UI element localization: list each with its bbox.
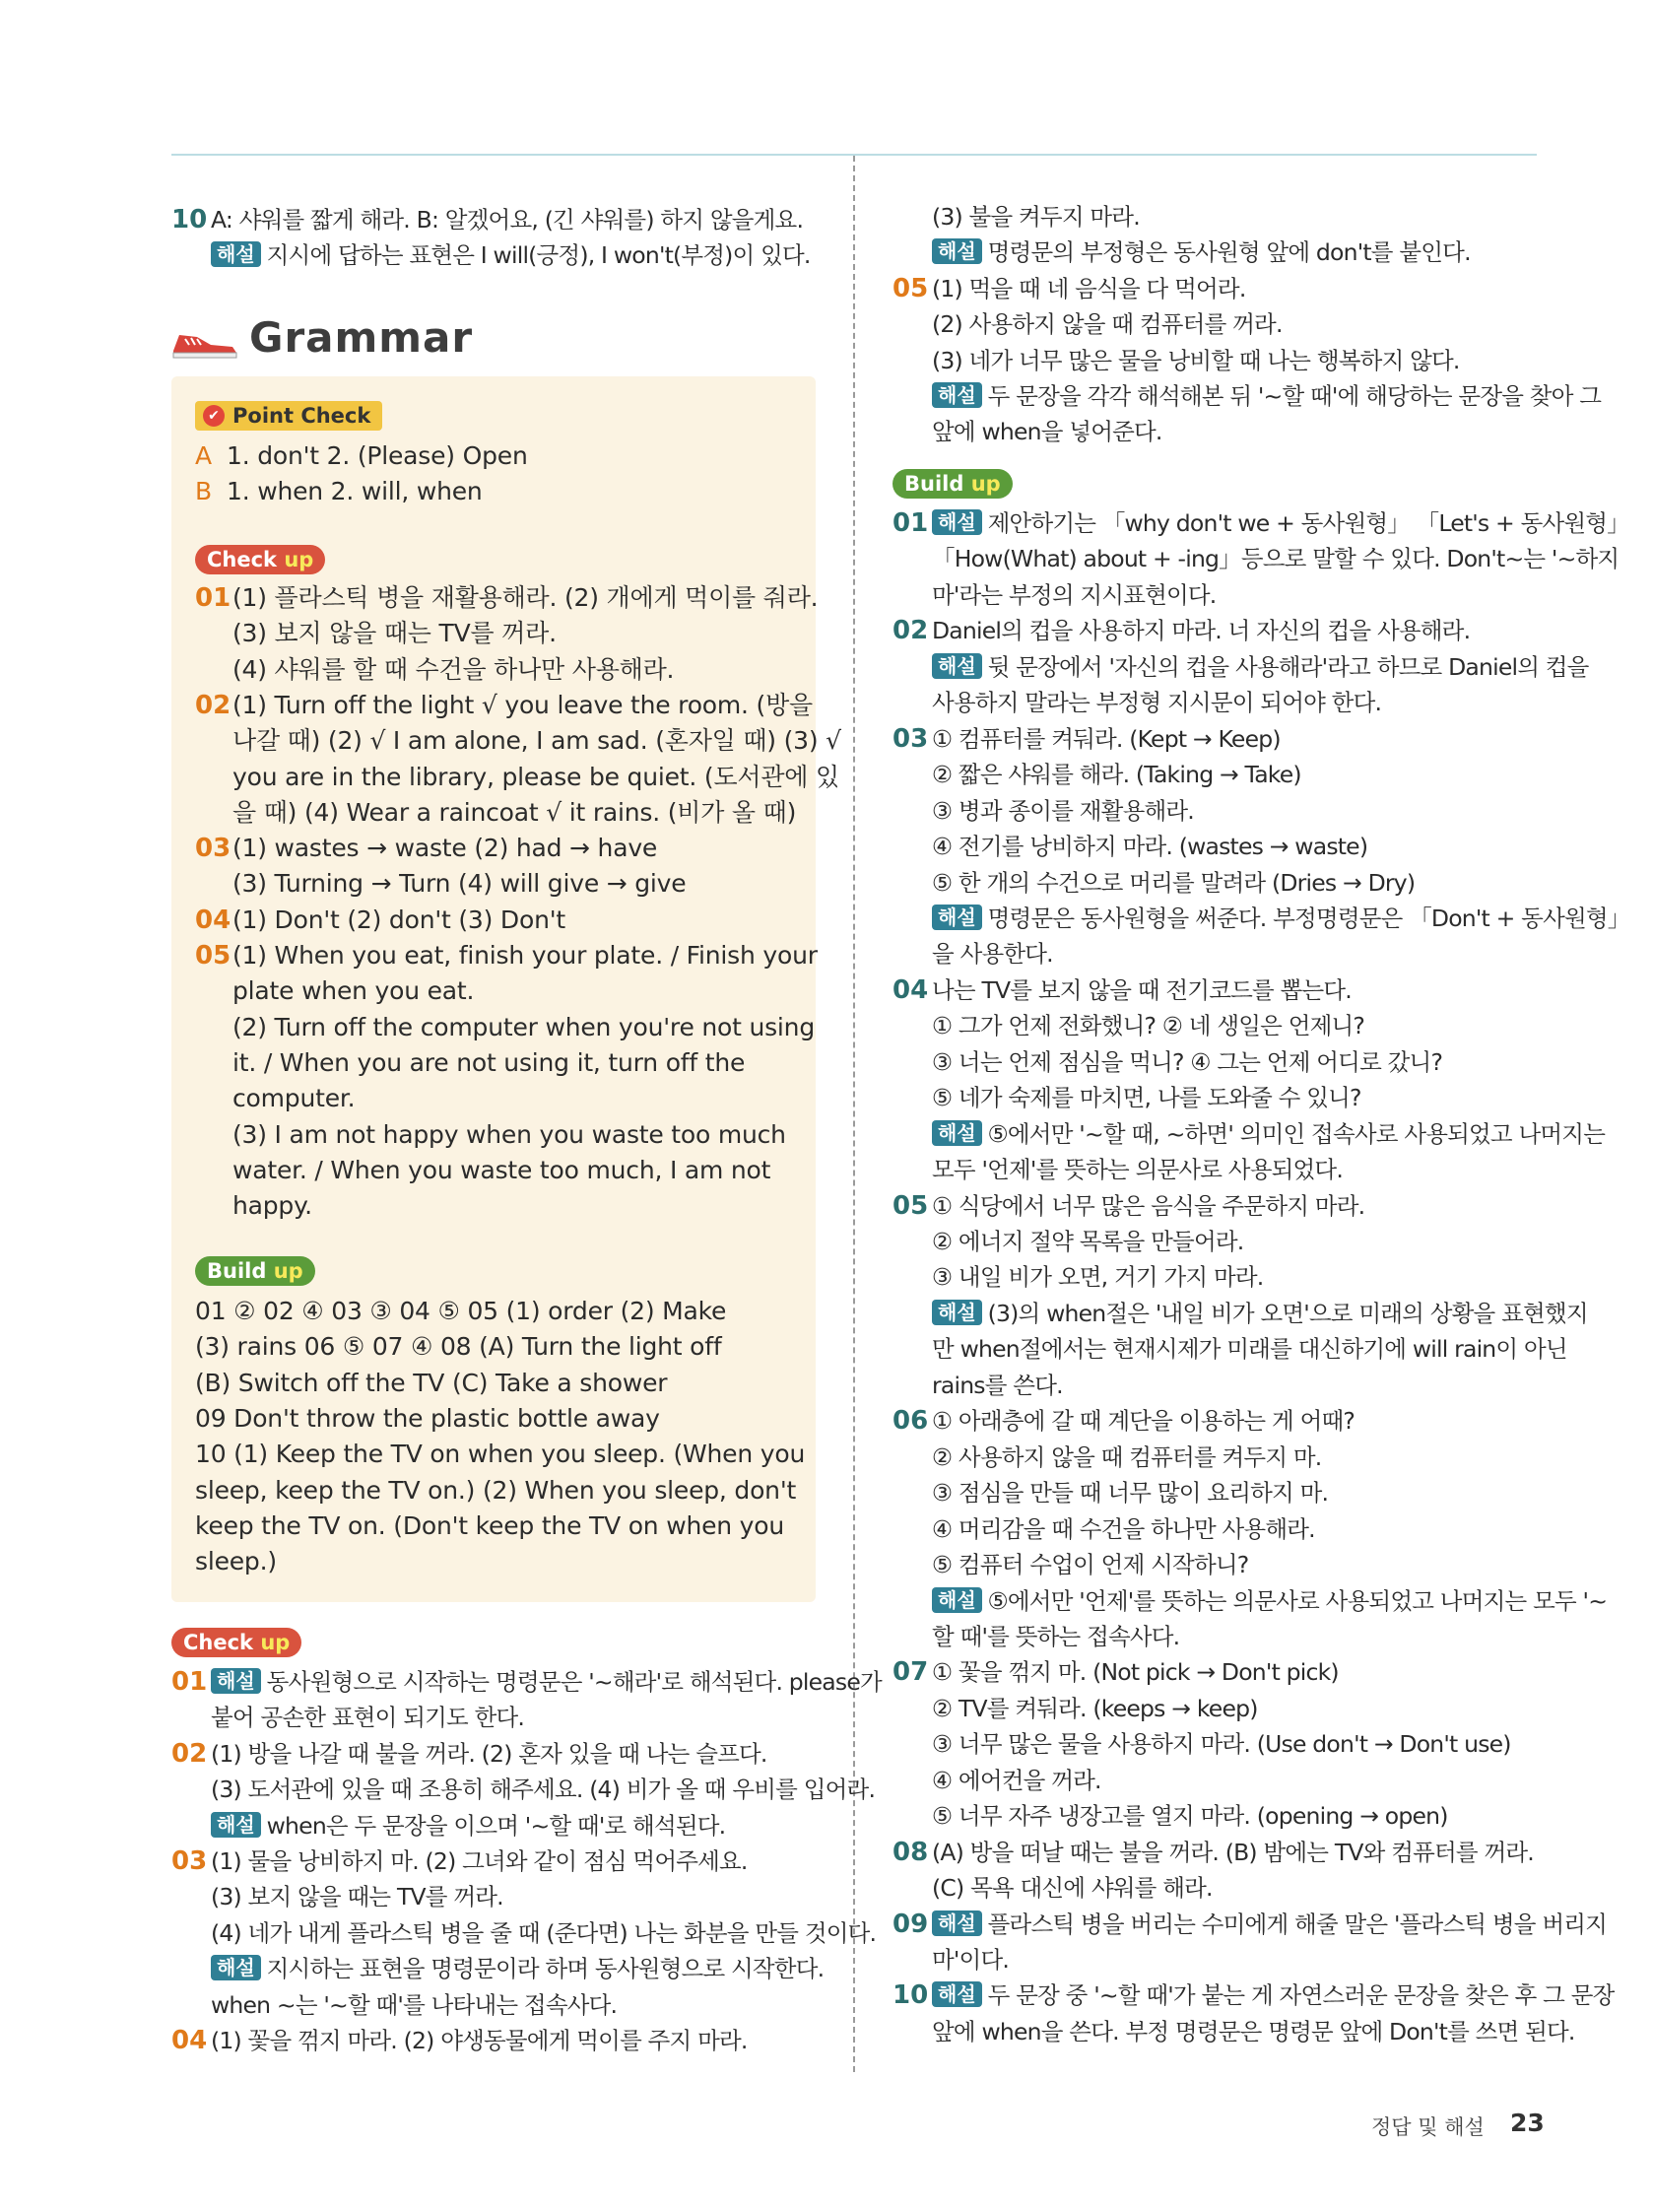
sneaker-icon <box>171 325 238 359</box>
line-text: 앞에 when을 넣어준다. <box>932 418 1162 446</box>
line-text: 을 때) (4) Wear a raincoat √ it rains. (비가 올 때) <box>232 797 797 827</box>
explanation-tag: 해설 <box>211 241 261 267</box>
answer-line <box>932 1584 1607 1618</box>
answer-line <box>932 1512 1315 1546</box>
answer-line <box>211 1773 875 1806</box>
line-text: you are in the library, please be quiet. (도서관에 있 <box>232 762 839 791</box>
line-text: ① 아래층에 갈 때 계단을 이용하는 게 어때? <box>932 1407 1355 1436</box>
line-text: (4) 네가 내게 플라스틱 병을 줄 때 (준다면) 나는 화분을 만들 것이다. <box>211 1918 877 1947</box>
line-text: (3) I am not happy when you waste too much <box>232 1119 786 1149</box>
q10-text: A: 샤워를 짧게 해라. B: 알겠어요, (긴 샤워를) 하지 않을게요. <box>211 206 804 234</box>
line-text: 사용하지 말라는 부정형 지시문이 되어야 한다. <box>932 689 1382 717</box>
point-check-a-label: A <box>195 441 213 470</box>
line-text: 동사원형으로 시작하는 명령문은 '~해라'로 해석된다. please가 <box>266 1668 882 1696</box>
badge-word: Check <box>183 1631 254 1654</box>
explanation-tag: 해설 <box>932 1300 982 1325</box>
q10-explanation <box>211 238 811 272</box>
line-text: (1) 플라스틱 병을 재활용해라. (2) 개에게 먹이를 줘라. <box>232 583 819 612</box>
explanation-tag: 해설 <box>932 1981 982 2007</box>
answer-line <box>932 200 1140 234</box>
question-number: 09 <box>893 1909 929 1939</box>
explanation-tag: 해설 <box>932 653 982 679</box>
point-check-b-label: B <box>195 477 213 505</box>
line-text: it. / When you are not using it, turn off the <box>232 1047 746 1077</box>
answer-line <box>932 1009 1364 1042</box>
line-text: 제안하기는 「why don't we + 동사원형」 「Let's + 동사원형」 <box>987 509 1629 537</box>
answer-line <box>932 1943 1009 1977</box>
line-text: (1) When you eat, finish your plate. / Finish your <box>232 941 818 970</box>
line-text: (C) 목욕 대신에 샤워를 해라. <box>932 1874 1213 1903</box>
answer-line <box>232 724 841 758</box>
answer-line <box>932 1404 1355 1438</box>
answer-line <box>932 1476 1328 1509</box>
answer-line <box>932 1369 1063 1402</box>
explanation-tag: 해설 <box>932 1587 982 1613</box>
question-number: 03 <box>171 1846 208 1876</box>
line-text: 지시하는 표현을 명령문이라 하며 동사원형으로 시작한다. <box>266 1955 825 1983</box>
line-text: 앞에 when을 쓴다. 부정 명령문은 명령문 앞에 Don't를 쓰면 된다. <box>932 2017 1575 2045</box>
line-text: (3) 네가 너무 많은 물을 낭비할 때 나는 행복하지 않다. <box>932 346 1460 374</box>
answer-line <box>932 1441 1321 1474</box>
line-text: when은 두 문장을 이으며 '~할 때'로 해석된다. <box>266 1811 726 1840</box>
line-text: 「How(What) about + -ing」등으로 말할 수 있다. Don't~는 '~하지 <box>932 545 1620 573</box>
answer-line <box>232 689 813 722</box>
answer-line <box>932 1297 1588 1330</box>
answer-line <box>211 1701 524 1734</box>
question-number: 01 <box>893 508 929 538</box>
badge-word: Build <box>904 472 964 496</box>
answer-line <box>932 1332 1567 1366</box>
line-text: (3) 보지 않을 때는 TV를 꺼라. <box>211 1883 503 1911</box>
point-check-badge <box>195 401 382 431</box>
build-up-line: sleep, keep the TV on.) (2) When you sleep, don't <box>195 1475 797 1505</box>
answer-line <box>232 1011 815 1044</box>
answer-line <box>211 1844 748 1878</box>
answer-line <box>932 1117 1605 1151</box>
line-text: ① 꽃을 꺾지 마. (Not pick → Don't pick) <box>932 1658 1339 1687</box>
answer-line <box>932 1764 1101 1797</box>
line-text: water. / When you waste too much, I am not <box>232 1155 771 1184</box>
answer-line <box>232 867 686 901</box>
badge-word: Check <box>207 548 278 571</box>
build-up-badge <box>195 1256 315 1286</box>
line-text: 나갈 때) (2) √ I am alone, I am sad. (혼자일 때) (3) √ <box>232 726 841 756</box>
line-text: ③ 병과 종이를 재활용해라. <box>932 796 1194 825</box>
answer-line <box>932 1836 1534 1869</box>
answer-line <box>211 1952 824 1985</box>
answer-line <box>932 1189 1364 1223</box>
answer-line <box>232 939 818 972</box>
answer-line <box>932 344 1460 377</box>
answer-line <box>932 235 1471 269</box>
line-text: ⑤ 너무 자주 냉장고를 열지 마라. (opening → open) <box>932 1802 1448 1831</box>
line-text: ④ 머리감을 때 수건을 하나만 사용해라. <box>932 1514 1315 1543</box>
question-number: 02 <box>893 616 929 646</box>
answer-line <box>932 578 1216 612</box>
line-text: ⑤ 컴퓨터 수업이 언제 시작하니? <box>932 1551 1249 1579</box>
line-text: Daniel의 컵을 사용하지 마라. 너 자신의 컵을 사용해라. <box>932 617 1471 645</box>
question-number: 05 <box>195 941 231 971</box>
answer-line <box>932 1260 1263 1294</box>
line-text: 두 문장 중 '~할 때'가 붙는 게 자연스러운 문장을 찾은 후 그 문장 <box>987 1981 1615 2010</box>
line-text: 마'라는 부정의 지시표현이다. <box>932 580 1217 609</box>
question-number: 04 <box>893 974 929 1005</box>
line-text: 뒷 문장에서 '자신의 컵을 사용해라'라고 하므로 Daniel의 컵을 <box>987 652 1589 681</box>
line-text: (1) Don't (2) don't (3) Don't <box>232 905 565 934</box>
answer-line <box>932 542 1619 575</box>
answer-line <box>232 1082 355 1115</box>
point-check-b: 1. when 2. will, when <box>227 477 483 505</box>
explanation-tag: 해설 <box>211 1955 261 1980</box>
answer-line <box>232 1154 770 1187</box>
build-up-line: (B) Switch off the TV (C) Take a shower <box>195 1368 668 1397</box>
answer-line <box>932 722 1281 756</box>
line-text: computer. <box>232 1084 356 1113</box>
answer-line <box>932 1692 1258 1725</box>
answer-line <box>932 1620 1179 1653</box>
answer-line <box>932 415 1162 448</box>
answer-line <box>232 1046 745 1080</box>
line-text: 명령문의 부정형은 동사원형 앞에 don't를 붙인다. <box>987 238 1471 267</box>
answer-line <box>932 1799 1448 1833</box>
line-text: 명령문은 동사원형을 써준다. 부정명령문은 「Don't + 동사원형」 <box>987 904 1630 932</box>
line-text: 플라스틱 병을 버리는 수미에게 해줄 말은 '플라스틱 병을 버리지 <box>987 1910 1608 1938</box>
line-text: ② 에너지 절약 목록을 만들어라. <box>932 1228 1244 1255</box>
grammar-title: Grammar <box>249 313 474 362</box>
answer-line <box>932 614 1470 647</box>
question-number: 04 <box>171 2026 208 2055</box>
badge-up: up <box>260 1631 291 1654</box>
line-text: plate when you eat. <box>232 976 475 1006</box>
line-text: ② TV를 켜둬라. (keeps → keep) <box>932 1694 1258 1722</box>
answer-line <box>932 1727 1511 1761</box>
line-text: ⑤ 한 개의 수건으로 머리를 말려라 (Dries → Dry) <box>932 868 1416 897</box>
check-up-badge-2 <box>171 1628 301 1657</box>
line-text: when ~는 '~할 때'를 나타내는 접속사다. <box>211 1990 618 2019</box>
footer-label: 정답 및 해설 <box>1371 2115 1485 2139</box>
answer-line <box>932 1153 1343 1186</box>
line-text: 만 when절에서는 현재시제가 미래를 대신하기에 will rain이 아닌 <box>932 1335 1567 1364</box>
answer-line <box>932 902 1629 935</box>
line-text: (3) 불을 켜두지 마라. <box>932 203 1140 231</box>
answer-line <box>932 937 1053 971</box>
answer-line <box>232 796 796 830</box>
question-number: 07 <box>893 1657 929 1688</box>
line-text: 할 때'를 뜻하는 접속사다. <box>932 1622 1180 1650</box>
answer-line <box>932 1655 1339 1689</box>
answer-line <box>932 1871 1213 1905</box>
question-number: 03 <box>195 834 231 864</box>
build-up-line: 09 Don't throw the plastic bottle away <box>195 1403 660 1433</box>
answer-line <box>232 581 818 615</box>
answer-line <box>211 1665 882 1699</box>
answer-line <box>932 1225 1243 1258</box>
explanation-tag: 해설 <box>211 1668 261 1694</box>
line-text: ⑤에서만 '~할 때, ~하면' 의미인 접속사로 사용되었고 나머지는 <box>987 1119 1606 1148</box>
explanation-tag: 해설 <box>932 1120 982 1146</box>
line-text: ⑤ 네가 숙제를 마치면, 나를 도와줄 수 있니? <box>932 1084 1361 1112</box>
answer-line <box>932 379 1601 413</box>
answer-line <box>932 1081 1361 1114</box>
explanation-tag: 해설 <box>932 905 982 930</box>
checkmark-icon: ✔ <box>203 405 225 427</box>
explanation-tag: 해설 <box>932 1910 982 1936</box>
question-number: 05 <box>893 273 929 303</box>
line-text: 나는 TV를 보지 않을 때 전기코드를 뽑는다. <box>932 975 1352 1004</box>
line-text: (A) 방을 떠날 때는 불을 꺼라. (B) 밤에는 TV와 컴퓨터를 꺼라. <box>932 1838 1534 1866</box>
answer-line <box>211 1916 876 1950</box>
answer-line <box>932 866 1415 900</box>
line-text: ③ 내일 비가 오면, 거기 가지 마라. <box>932 1263 1264 1292</box>
line-text: ① 그가 언제 전화했니? ② 네 생일은 언제니? <box>932 1012 1365 1040</box>
question-number: 10 <box>893 1980 929 2011</box>
line-text: (1) 방을 나갈 때 불을 꺼라. (2) 혼자 있을 때 나는 슬프다. <box>211 1739 767 1768</box>
answer-line <box>932 1045 1442 1079</box>
answer-line <box>932 686 1381 719</box>
line-text: ② 사용하지 않을 때 컴퓨터를 켜두지 마. <box>932 1442 1322 1471</box>
build-up-line: keep the TV on. (Don't keep the TV on when you <box>195 1510 785 1540</box>
answer-line <box>232 1118 786 1152</box>
explanation-tag: 해설 <box>932 238 982 264</box>
line-text: (1) 물을 낭비하지 마. (2) 그녀와 같이 점심 먹어주세요. <box>211 1847 748 1875</box>
badge-up: up <box>284 548 314 571</box>
answer-line <box>232 904 565 937</box>
build-up-line: 10 (1) Keep the TV on when you sleep. (When you <box>195 1440 806 1469</box>
answer-line <box>932 307 1283 341</box>
line-text: ① 식당에서 너무 많은 음식을 주문하지 마라. <box>932 1191 1365 1220</box>
answer-line <box>232 832 657 865</box>
point-check-label: Point Check <box>232 404 371 428</box>
line-text: ② 짧은 샤워를 해라. (Taking → Take) <box>932 761 1301 789</box>
answer-line <box>932 1978 1615 2012</box>
question-number: 08 <box>893 1837 929 1867</box>
answer-line <box>932 650 1589 684</box>
line-text: rains를 쓴다. <box>932 1371 1063 1399</box>
line-text: 모두 '언제'를 뜻하는 의문사로 사용되었다. <box>932 1156 1343 1184</box>
line-text: happy. <box>232 1191 312 1221</box>
answer-line <box>932 794 1194 828</box>
line-text: 을 사용한다. <box>932 940 1053 969</box>
question-number: 05 <box>893 1190 929 1221</box>
page-number: 23 <box>1510 2109 1545 2137</box>
line-text: (1) wastes → waste (2) had → have <box>232 834 658 863</box>
answer-line <box>232 617 557 650</box>
line-text: (3) Turning → Turn (4) will give → give <box>232 869 687 899</box>
question-number: 06 <box>893 1406 929 1437</box>
line-text: (1) Turn off the light √ you leave the room. (방을 <box>232 690 814 719</box>
line-text: (3) 보지 않을 때는 TV를 꺼라. <box>232 619 557 648</box>
question-number: 04 <box>195 905 231 935</box>
line-text: (3)의 when절은 '내일 비가 오면'으로 미래의 상황을 표현했지 <box>987 1299 1588 1327</box>
line-text: (4) 샤워를 할 때 수건을 하나만 사용해라. <box>232 654 675 684</box>
build-up-line: (3) rains 06 ⑤ 07 ④ 08 (A) Turn the light off <box>195 1332 722 1362</box>
badge-up: up <box>273 1259 303 1283</box>
explanation-text: 지시에 답하는 표현은 I will(긍정), I won't(부정)이 있다. <box>266 241 811 269</box>
question-number: 01 <box>195 583 231 613</box>
explanation-tag: 해설 <box>932 382 982 408</box>
question-number: 03 <box>893 723 929 754</box>
line-text: ① 컴퓨터를 켜둬라. (Kept → Keep) <box>932 724 1281 753</box>
question-number: 02 <box>171 1738 208 1769</box>
line-text: 붙어 공손한 표현이 되기도 한다. <box>211 1704 525 1732</box>
answer-line <box>232 1189 312 1223</box>
answer-line <box>932 1548 1248 1581</box>
answer-line <box>232 974 474 1008</box>
badge-up: up <box>970 472 1001 496</box>
build-up-badge-right <box>893 469 1013 499</box>
line-text: (3) 도서관에 있을 때 조용히 해주세요. (4) 비가 올 때 우비를 입어라. <box>211 1776 876 1804</box>
badge-word: Build <box>207 1259 267 1283</box>
check-up-badge <box>195 545 325 574</box>
line-text: ④ 에어컨을 꺼라. <box>932 1766 1101 1794</box>
answer-line <box>932 973 1352 1007</box>
answer-line <box>232 761 839 794</box>
answer-line <box>932 758 1301 791</box>
answer-line <box>211 1809 725 1843</box>
build-up-line: 01 ② 02 ④ 03 ③ 04 ⑤ 05 (1) order (2) Make <box>195 1297 727 1325</box>
answer-line <box>932 506 1629 540</box>
build-up-line: sleep.) <box>195 1547 277 1576</box>
answer-line <box>211 1988 617 2022</box>
line-text: (1) 꽃을 꺾지 마라. (2) 야생동물에게 먹이를 주지 마라. <box>211 2027 748 2054</box>
answer-line <box>211 1737 767 1771</box>
answer-line <box>932 272 1246 305</box>
q10-number: 10 <box>171 205 208 235</box>
line-text: ④ 전기를 낭비하지 마라. (wastes → waste) <box>932 833 1368 861</box>
answer-line <box>232 653 674 687</box>
answer-line <box>932 830 1367 863</box>
question-number: 01 <box>171 1667 208 1697</box>
line-text: (1) 먹을 때 네 음식을 다 먹어라. <box>932 274 1246 302</box>
explanation-tag: 해설 <box>211 1812 261 1838</box>
line-text: (2) 사용하지 않을 때 컴퓨터를 꺼라. <box>932 310 1283 339</box>
answer-line <box>211 1880 503 1913</box>
answer-line <box>211 2024 748 2057</box>
line-text: ③ 너무 많은 물을 사용하지 마라. (Use don't → Don't use) <box>932 1730 1511 1759</box>
answer-line <box>932 2015 1575 2048</box>
line-text: 마'이다. <box>932 1946 1010 1974</box>
line-text: 두 문장을 각각 해석해본 뒤 '~할 때'에 해당하는 문장을 찾아 그 <box>987 382 1602 410</box>
line-text: ⑤에서만 '언제'를 뜻하는 의문사로 사용되었고 나머지는 모두 '~ <box>987 1586 1608 1615</box>
line-text: ③ 너는 언제 점심을 먹니? ④ 그는 언제 어디로 갔니? <box>932 1047 1443 1076</box>
explanation-tag: 해설 <box>932 509 982 535</box>
line-text: ③ 점심을 만들 때 너무 많이 요리하지 마. <box>932 1479 1329 1508</box>
answer-line <box>932 1908 1607 1941</box>
point-check-a: 1. don't 2. (Please) Open <box>227 441 528 470</box>
question-number: 02 <box>195 690 231 720</box>
line-text: (2) Turn off the computer when you're not using <box>232 1012 815 1041</box>
